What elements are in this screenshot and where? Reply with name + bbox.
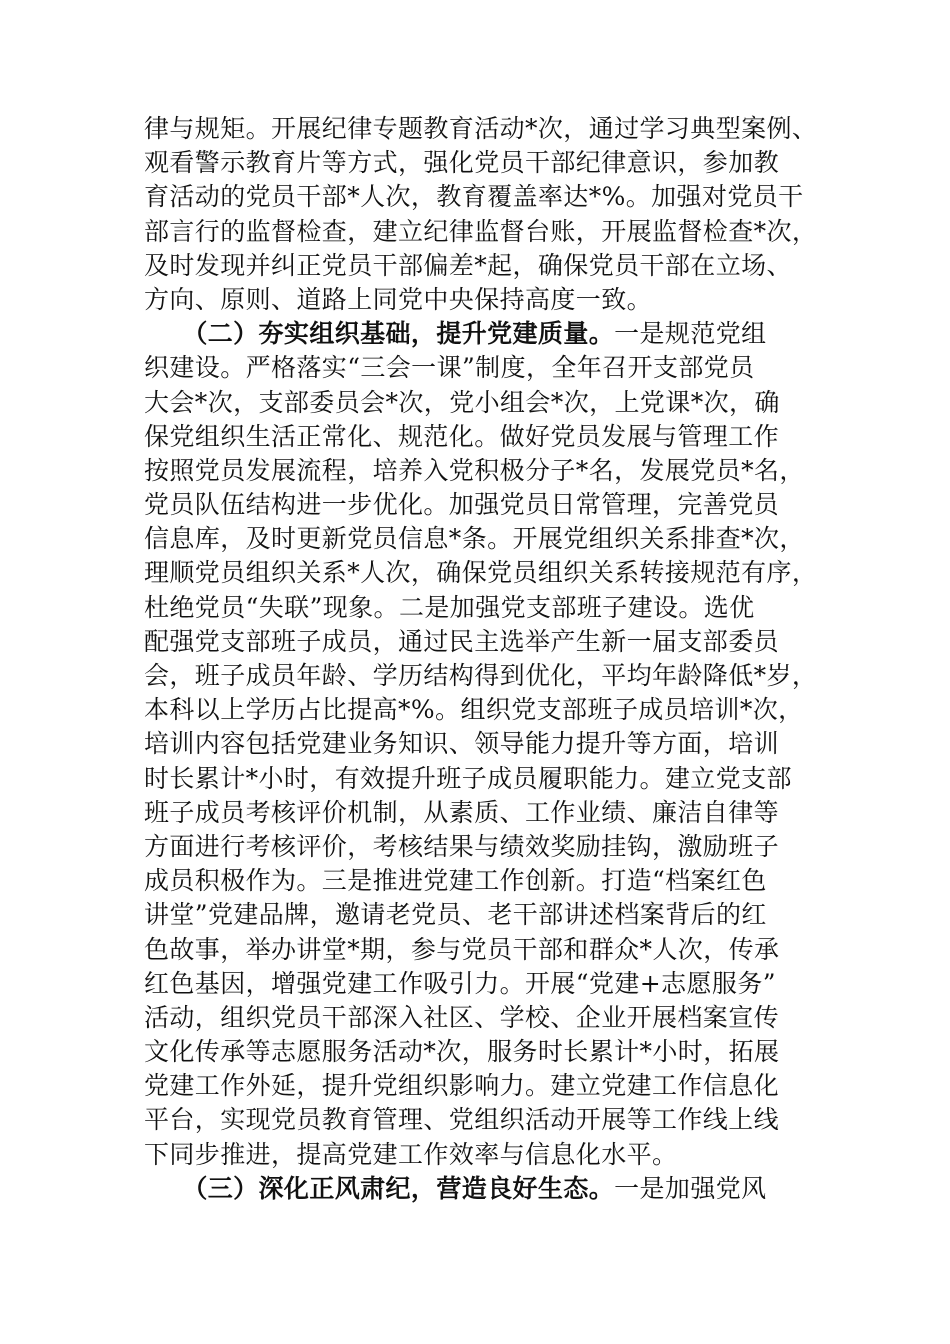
text-line: 育活动的党员干部*人次，教育覆盖率达*%。加强对党员干 bbox=[144, 182, 804, 212]
text-line: 文化传承等志愿服务活动*次，服务时长累计*小时，拓展 bbox=[144, 1037, 780, 1067]
text-line: 观看警示教育片等方式，强化党员干部纪律意识，参加教 bbox=[144, 148, 780, 178]
text-line: 按照党员发展流程，培养入党积极分子*名，发展党员*名， bbox=[144, 455, 805, 485]
text-line: 大会*次，支部委员会*次，党小组会*次，上党课*次，确 bbox=[144, 387, 780, 417]
section-heading-2 bbox=[144, 317, 806, 351]
text-line: 党建工作外延，提升党组织影响力。建立党建工作信息化 bbox=[144, 1071, 780, 1101]
text-line: 平台，实现党员教育管理、党组织活动开展等工作线上线 bbox=[144, 1105, 780, 1135]
text-line: 党员队伍结构进一步优化。加强党员日常管理，完善党员 bbox=[144, 490, 780, 520]
text-line: 活动，组织党员干部深入社区、学校、企业开展档案宣传 bbox=[144, 1002, 780, 1032]
text-line: 保党组织生活正常化、规范化。做好党员发展与管理工作 bbox=[144, 421, 780, 451]
text-line: 讲堂”党建品牌，邀请老党员、老干部讲述档案背后的红 bbox=[144, 900, 767, 930]
text-line: 培训内容包括党建业务知识、领导能力提升等方面，培训 bbox=[144, 729, 780, 759]
text-line: 信息库，及时更新党员信息*条。开展党组织关系排查*次， bbox=[144, 524, 805, 554]
text-line: 红色基因，增强党建工作吸引力。开展“党建+志愿服务” bbox=[144, 968, 776, 998]
text-line: 成员积极作为。三是推进党建工作创新。打造“档案红色 bbox=[144, 866, 767, 896]
section-heading-3-title: （三）深化正风肃纪，营造良好生态。 bbox=[194, 1173, 615, 1203]
text-line: 班子成员考核评价机制，从素质、工作业绩、廉洁自律等 bbox=[144, 797, 780, 827]
text-line: 方面进行考核评价，考核结果与绩效奖励挂钩，激励班子 bbox=[144, 831, 780, 861]
text-line: 律与规矩。开展纪律专题教育活动*次，通过学习典型案例、 bbox=[144, 114, 818, 143]
section-heading-3 bbox=[144, 1172, 806, 1206]
text-line: 方向、原则、道路上同党中央保持高度一致。 bbox=[144, 284, 653, 314]
text-line: 部言行的监督检查，建立纪律监督台账，开展监督检查*次， bbox=[144, 216, 818, 246]
section-heading-2-title: （二）夯实组织基础，提升党建质量。 bbox=[194, 319, 615, 349]
text-line: 下同步推进，提高党建工作效率与信息化水平。 bbox=[144, 1139, 678, 1169]
section-heading-2-text: 一是规范党组 bbox=[614, 319, 767, 349]
text-line: 织建设。严格落实“三会一课”制度，全年召开支部党员 bbox=[144, 353, 755, 383]
text-line: 时长累计*小时，有效提升班子成员履职能力。建立党支部 bbox=[144, 763, 792, 793]
text-line: 及时发现并纠正党员干部偏差*起，确保党员干部在立场、 bbox=[144, 250, 792, 280]
text-line: 配强党支部班子成员，通过民主选举产生新一届支部委员 bbox=[144, 626, 780, 656]
section-heading-3-text: 一是加强党风 bbox=[614, 1173, 767, 1203]
text-line: 色故事，举办讲堂*期，参与党员干部和群众*人次，传承 bbox=[144, 934, 780, 964]
text-line: 本科以上学历占比提高*%。组织党支部班子成员培训*次， bbox=[144, 695, 804, 725]
text-line: 理顺党员组织关系*人次，确保党员组织关系转接规范有序， bbox=[144, 558, 818, 588]
body-text bbox=[144, 112, 818, 1206]
text-line: 杜绝党员“失联”现象。二是加强党支部班子建设。选优 bbox=[144, 592, 755, 622]
text-line: 会，班子成员年龄、学历结构得到优化，平均年龄降低*岁， bbox=[144, 661, 818, 690]
